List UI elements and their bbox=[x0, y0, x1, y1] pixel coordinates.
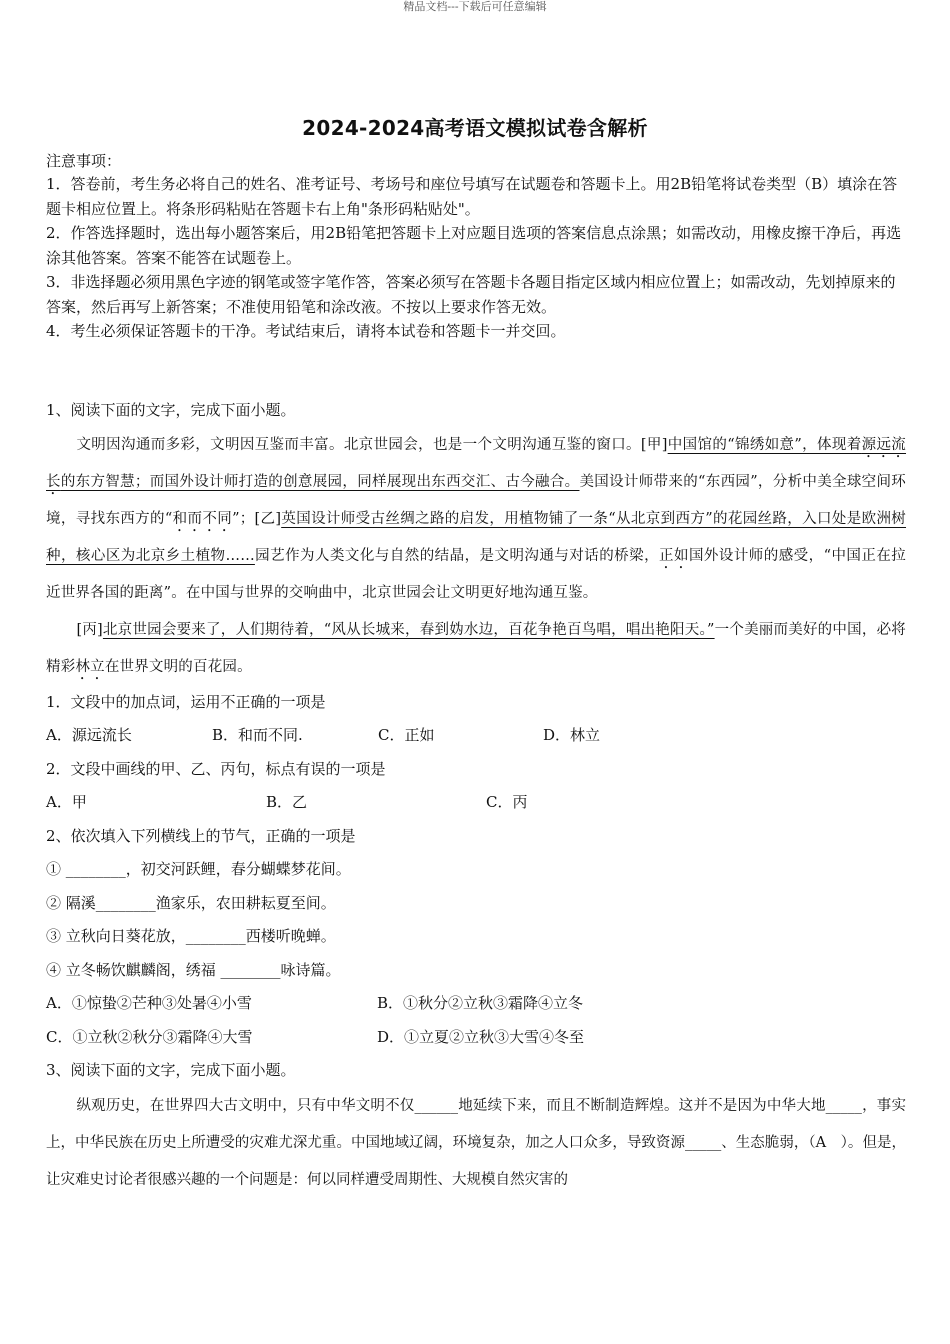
question-2-options-row-2 bbox=[46, 1021, 906, 1055]
option-a[interactable]: A．源远流长 bbox=[46, 726, 132, 744]
option-c[interactable]: C．①立秋②秋分③霜降④大雪 bbox=[46, 1027, 253, 1046]
question-1 bbox=[46, 394, 906, 820]
option-a[interactable]: A．甲 bbox=[46, 793, 87, 811]
sub-question-1-options bbox=[46, 719, 906, 753]
option-b[interactable]: B．①秋分②立秋③霜降④立冬 bbox=[377, 994, 584, 1012]
sentence-mark-yi: [乙] bbox=[254, 510, 282, 527]
dotted-word-1: 源远流长 bbox=[46, 436, 907, 490]
sentence-bing: 北京世园会要来了，人们期待着，“风从长城来，春到妫水边，百花争艳百鸟唱，唱出艳阳天。” bbox=[102, 621, 715, 638]
passage-paragraph-1 bbox=[46, 427, 906, 612]
notice-item-4: 4．考生必须保证答题卡的干净。考试结束后，请将本试卷和答题卡一并交回。 bbox=[46, 322, 566, 340]
passage-text: 在世界文明的百花园。 bbox=[104, 658, 252, 675]
passage-text: 文明因沟通而多彩，文明因互鉴而丰富。北京世园会，也是一个文明沟通互鉴的窗口。 bbox=[76, 436, 641, 453]
question-2 bbox=[46, 820, 906, 1055]
poem-line-1: ① ________，初交河跃鲤，春分蝴蝶梦花间。 bbox=[46, 860, 351, 878]
sentence-yi: 英国设计师受古丝绸之路的启发，用植物铺了一条“从北京到西方”的花园丝路，入口处是欧洲树种，核心区为北京乡土植物…… bbox=[46, 510, 907, 564]
passage-paragraph-3: 纵观历史，在世界四大古文明中，只有中华文明不仅______地延续下来，而且不断制造辉煌。这并不是因为中华大地_____，事实上，中华民族在历史上所遭受的灾难尤深尤重。中国地域辽阔，环境复杂，加之人口众多，导致资源_____、生态脆弱，（A ）。但是，让灾难史讨论者很感兴趣的一个问题是：何以同样遭受周期性、大规模自然灾害的 bbox=[46, 1097, 906, 1188]
sub-question-2-options bbox=[46, 786, 906, 820]
option-d[interactable]: D．林立 bbox=[543, 726, 601, 744]
option-d[interactable]: D．①立夏②立秋③大雪④冬至 bbox=[377, 1027, 585, 1046]
passage-text: 一个美丽而美好的中国，必将精彩 bbox=[46, 621, 906, 675]
sub-question-2-stem: 2．文段中画线的甲、乙、丙句，标点有误的一项是 bbox=[46, 759, 386, 778]
sentence-mark-jia: [甲] bbox=[640, 436, 668, 453]
notice-item-3: 3．非选择题必须用黑色字迹的钢笔或签字笔作答，答案必须写在答题卡各题目指定区域内相应位置上；如需改动，先划掉原来的答案，然后再写上新答案；不准使用铅笔和涂改液。不按以上要求作答无效。 bbox=[46, 273, 896, 316]
question-2-heading: 2、依次填入下列横线上的节气，正确的一项是 bbox=[46, 826, 356, 845]
passage-text: 国外设计师的感受，“中国正在拉近世界各国的距离”。在中国与世界的交响曲中，北京世园会让文明更好地沟通互鉴。 bbox=[46, 547, 906, 601]
sentence-jia-text: 中国馆的“锦绣如意”，体现着 bbox=[667, 436, 862, 453]
question-3-heading: 3、阅读下面的文字，完成下面小题。 bbox=[46, 1061, 296, 1079]
option-a[interactable]: A．①惊蛰②芒种③处暑④小雪 bbox=[46, 994, 252, 1012]
notice-item-2: 2．作答选择题时，选出每小题答案后，用2B铅笔把答题卡上对应题目选项的答案信息点涂黑；如需改动，用橡皮擦干净后，再选涂其他答案。答案不能答在试题卷上。 bbox=[46, 224, 902, 267]
poem-line-2: ② 隔溪________渔家乐，农田耕耘夏至间。 bbox=[46, 893, 336, 912]
sub-question-1-stem: 1．文段中的加点词，运用不正确的一项是 bbox=[46, 692, 326, 711]
poem-line-3: ③ 立秋向日葵花放，________西楼听晚蝉。 bbox=[46, 927, 336, 945]
passage-text: 园艺作为人类文化与自然的结晶，是文明沟通与对话的桥梁， bbox=[254, 547, 660, 564]
sentence-jia-text-2: 的东方智慧；而国外设计师打造的创意展园，同样展现出东西交汇、古今融合。 bbox=[60, 473, 580, 490]
option-b[interactable]: B．乙 bbox=[266, 793, 308, 811]
option-c[interactable]: C．正如 bbox=[378, 726, 435, 744]
notice-item-1: 1．答卷前，考生务必将自己的姓名、准考证号、考场号和座位号填写在试题卷和答题卡上。用2B铅笔将试卷类型（B）填涂在答题卡相应位置上。将条形码粘贴在答题卡右上角"条形码粘贴处"。 bbox=[46, 175, 898, 218]
passage-text: 美国设计师带来的“东西园”，分析中美全球空间环境，寻找东西方的“ bbox=[46, 473, 906, 527]
passage-paragraph-2 bbox=[46, 612, 906, 686]
document-body bbox=[46, 150, 906, 1199]
poem-line-4: ④ 立冬畅饮麒麟阁，绣福 ________咏诗篇。 bbox=[46, 960, 341, 979]
page-watermark: 精品文档---下载后可任意编辑 bbox=[403, 0, 547, 13]
dotted-word-4: 林立 bbox=[75, 658, 105, 675]
sentence-mark-bing: [丙] bbox=[76, 621, 103, 638]
question-3 bbox=[46, 1054, 906, 1199]
passage-text: ”； bbox=[232, 510, 255, 527]
dotted-word-2: 和而不同 bbox=[172, 510, 233, 527]
question-2-options-row-1 bbox=[46, 987, 906, 1021]
option-c[interactable]: C．丙 bbox=[486, 793, 528, 811]
notice-section bbox=[46, 150, 906, 344]
page-title: 2024-2024高考语文模拟试卷含解析 bbox=[302, 116, 648, 140]
dotted-word-3: 正如 bbox=[659, 547, 689, 564]
notice-heading: 注意事项： bbox=[46, 152, 122, 170]
option-b[interactable]: B．和而不同. bbox=[212, 726, 303, 744]
question-1-heading: 1、阅读下面的文字，完成下面小题。 bbox=[46, 400, 296, 419]
